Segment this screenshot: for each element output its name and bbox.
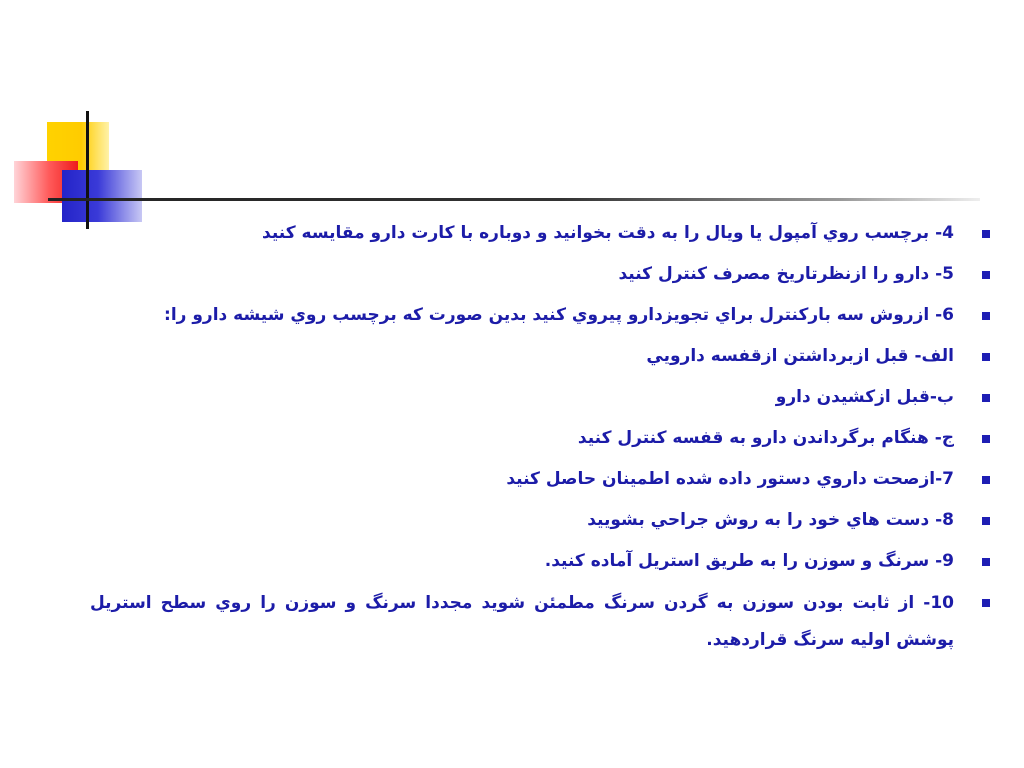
list-item-text: 5- دارو را ازنظرتاريخ مصرف كنترل كنيد (618, 264, 954, 284)
bullet-square-icon (982, 230, 990, 238)
list-item-text: الف- قبل ازبرداشتن ازقفسه دارويي (646, 346, 954, 366)
bullet-square-icon (982, 312, 990, 320)
list-item-text: 6- ازروش سه باركنترل براي تجويزدارو پيروي كنيد بدين صورت كه برچسب روي شيشه دارو را: (164, 305, 954, 325)
list-item (90, 380, 990, 421)
list-item (90, 503, 990, 544)
list-item (90, 462, 990, 503)
bullet-square-icon (982, 353, 990, 361)
list-item (90, 339, 990, 380)
bullet-square-icon (982, 517, 990, 525)
bullet-square-icon (982, 271, 990, 279)
list-item-text: 10- از ثابت بودن سوزن به گردن سرنگ مطمئن شويد مجددا سرنگ و سوزن را روي سطح استريل پوشش اوليه سرنگ قراردهيد. (90, 593, 954, 650)
bullet-square-icon (982, 394, 990, 402)
horizontal-divider (48, 198, 980, 201)
list-item-text: 8- دست هاي خود را به روش جراحي بشوييد (587, 510, 954, 530)
list-item (90, 421, 990, 462)
list-item-text: 9- سرنگ و سوزن را به طريق استريل آماده كنيد. (544, 551, 954, 571)
list-item-text: 4- برچسب روي آمپول يا ويال را به دقت بخوانيد و دوباره با كارت دارو مقايسه كنيد (262, 223, 954, 243)
list-item (90, 585, 990, 659)
list-item (90, 216, 990, 257)
blue-square-decoration (62, 170, 142, 222)
title-decoration (0, 0, 1024, 240)
list-item-text: ب-قبل ازكشيدن دارو (775, 387, 954, 407)
bullet-square-icon (982, 435, 990, 443)
bullet-square-icon (982, 476, 990, 484)
list-item (90, 544, 990, 585)
bullet-square-icon (982, 558, 990, 566)
bullet-list (90, 216, 990, 659)
list-item (90, 298, 990, 339)
list-item-text: 7-ازصحت داروي دستور داده شده اطمينان حاصل كنيد (506, 469, 954, 489)
list-item (90, 257, 990, 298)
list-item-text: ج- هنگام برگرداندن دارو به قفسه كنترل كنيد (577, 428, 954, 448)
bullet-square-icon (982, 599, 990, 607)
vertical-divider (86, 111, 89, 229)
